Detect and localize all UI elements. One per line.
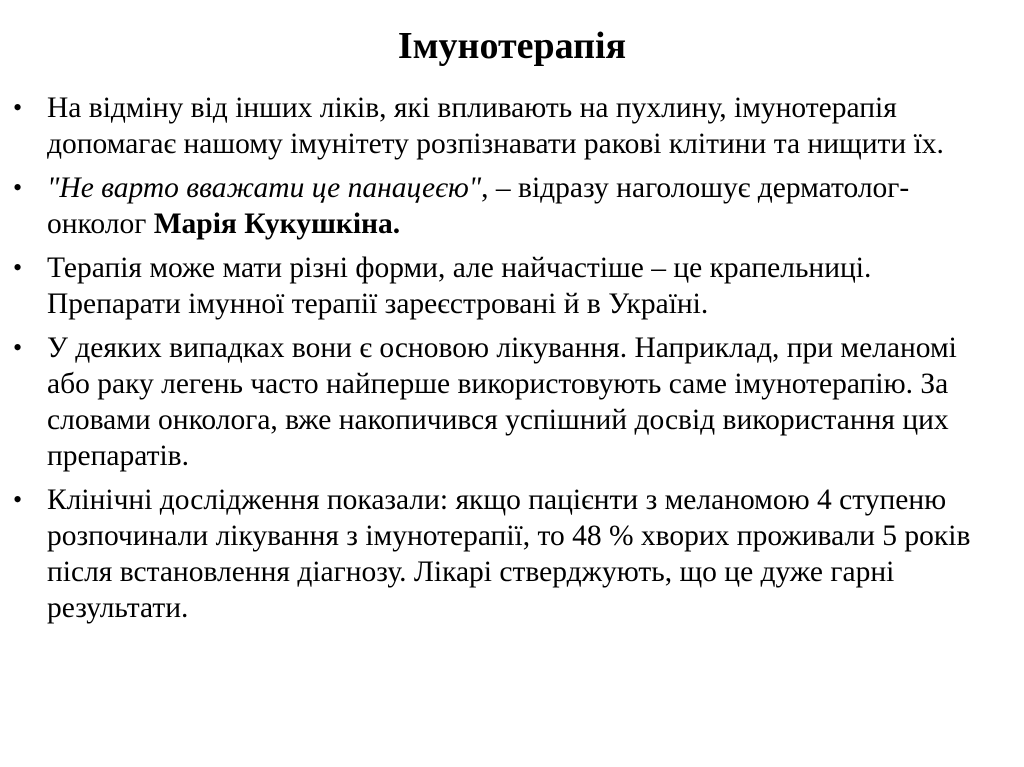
- bullet-text: На відміну від інших ліків, які впливають на пухлину, імунотерапія допомагає нашому імунітету розпізнавати ракові клітини та нищити їх.: [47, 92, 944, 160]
- bullet-list: [10, 90, 984, 626]
- bullet-item: [10, 170, 984, 242]
- bullet-text: Клінічні дослідження показали: якщо пацієнти з меланомою 4 ступеню розпочинали лікування з імунотерапії, то 48 % хворих проживали 5 років після встановлення діагнозу. Лікарі стверджують, що це дуже гарні результати.: [47, 484, 971, 624]
- bullet-icon: •: [13, 253, 23, 282]
- bullet-item: [10, 90, 984, 162]
- bullet-text: Терапія може мати різні форми, але найчастіше – це крапельниці. Препарати імунної терапії зареєстровані й в Україні.: [47, 252, 872, 320]
- bullet-icon: •: [13, 333, 23, 362]
- bullet-icon: •: [13, 93, 23, 122]
- bullet-quote: "Не варто вважати це панацеєю": [47, 172, 482, 204]
- slide-title: Імунотерапія: [397, 25, 627, 67]
- bullet-item: [10, 330, 984, 474]
- bullet-icon: •: [13, 485, 23, 514]
- bullet-item: [10, 250, 984, 322]
- bullet-text: , – відразу наголошує дерматолог-онколог: [47, 172, 910, 240]
- bullet-icon: •: [13, 173, 23, 202]
- person-name: Марія Кукушкіна.: [153, 208, 401, 240]
- bullet-text: У деяких випадках вони є основою лікування. Наприклад, при меланомі або раку легень часто найперше використовують саме імунотерапію. За словами онколога, вже накопичився успішний досвід використання цих препаратів.: [47, 332, 957, 472]
- bullet-item: [10, 482, 984, 626]
